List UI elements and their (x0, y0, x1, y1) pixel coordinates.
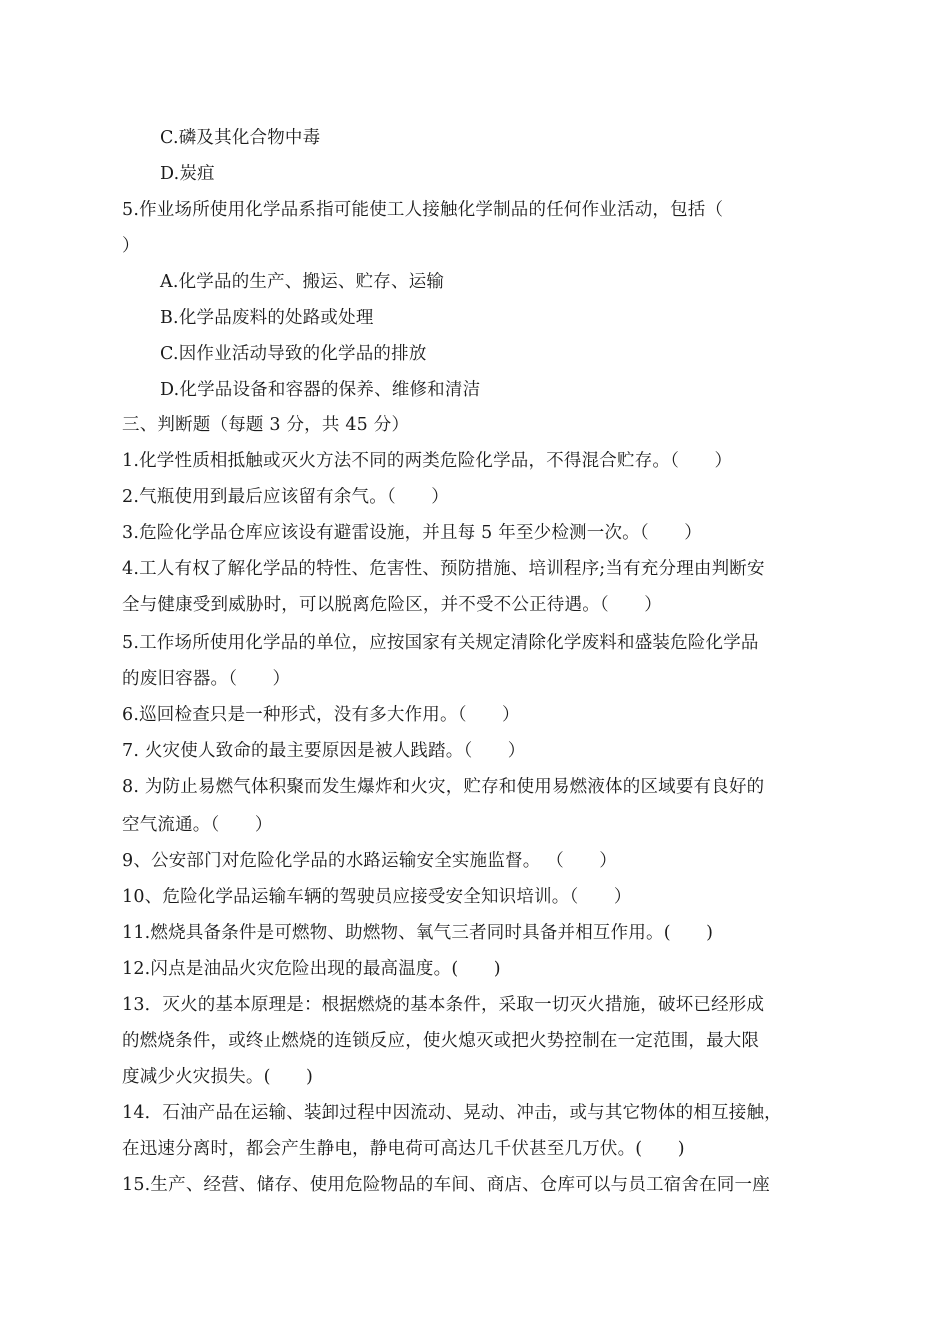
judgment-item-12: 12.闪点是油品火灾危险出现的最高温度。( ) (122, 959, 501, 979)
judgment-item-11: 11.燃烧具备条件是可燃物、助燃物、氧气三者同时具备并相互作用。( ) (122, 923, 714, 943)
judgment-item-4-continued: 全与健康受到威胁时，可以脱离危险区，并不受不公正待遇。（ ） (122, 595, 662, 615)
judgment-item-7: 7. 火灾使人致命的最主要原因是被人践踏。（ ） (122, 741, 526, 761)
question-5-stem: 5.作业场所使用化学品系指可能使工人接触化学制品的任何作业活动，包括（ (122, 200, 724, 220)
question-5-option-d: D.化学品设备和容器的保养、维修和清洁 (160, 380, 481, 400)
question-5-option-b: B.化学品废料的处路或处理 (160, 308, 374, 328)
judgment-item-14: 14．石油产品在运输、装卸过程中因流动、晃动、冲击，或与其它物体的相互接触， (122, 1103, 782, 1123)
option-d-prev-question: D.炭疽 (160, 164, 215, 184)
question-5-option-a: A.化学品的生产、搬运、贮存、运输 (160, 272, 445, 292)
judgment-item-2: 2.气瓶使用到最后应该留有余气。（ ） (122, 487, 449, 507)
judgment-item-8: 8. 为防止易燃气体积聚而发生爆炸和火灾，贮存和使用易燃液体的区域要有良好的 (122, 777, 765, 797)
judgment-item-10: 10、危险化学品运输车辆的驾驶员应接受安全知识培训。（ ） (122, 887, 632, 907)
judgment-item-13: 13．灭火的基本原理是：根据燃烧的基本条件，采取一切灭火措施，破坏已经形成 (122, 995, 765, 1015)
judgment-item-4: 4.工人有权了解化学品的特性、危害性、预防措施、培训程序;当有充分理由判断安 (122, 559, 765, 579)
question-5-stem-continued: ） (122, 236, 140, 256)
judgment-item-5-continued: 的废旧容器。（ ） (122, 669, 291, 689)
judgment-item-8-continued: 空气流通。（ ） (122, 815, 273, 835)
option-c-prev-question: C.磷及其化合物中毒 (160, 128, 321, 148)
judgment-item-13-continued: 的燃烧条件，或终止燃烧的连锁反应，使火熄灭或把火势控制在一定范围，最大限 (122, 1031, 760, 1051)
judgment-item-5: 5.工作场所使用化学品的单位，应按国家有关规定清除化学废料和盛装危险化学品 (122, 633, 759, 653)
section-3-heading: 三、判断题（每题 3 分，共 45 分） (122, 415, 410, 435)
judgment-item-3: 3.危险化学品仓库应该设有避雷设施，并且每 5 年至少检测一次。（ ） (122, 523, 702, 543)
judgment-item-13-continued-2: 度减少火灾损失。( ) (122, 1067, 314, 1087)
judgment-item-14-continued: 在迅速分离时，都会产生静电，静电荷可高达几千伏甚至几万伏。( ) (122, 1139, 685, 1159)
judgment-item-6: 6.巡回检查只是一种形式，没有多大作用。（ ） (122, 705, 520, 725)
judgment-item-9: 9、公安部门对危险化学品的水路运输安全实施监督。 （ ） (122, 851, 617, 871)
judgment-item-15: 15.生产、经营、储存、使用危险物品的车间、商店、仓库可以与员工宿舍在同一座 (122, 1175, 770, 1195)
judgment-item-1: 1.化学性质相抵触或灭火方法不同的两类危险化学品，不得混合贮存。（ ） (122, 451, 733, 471)
question-5-option-c: C.因作业活动导致的化学品的排放 (160, 344, 427, 364)
